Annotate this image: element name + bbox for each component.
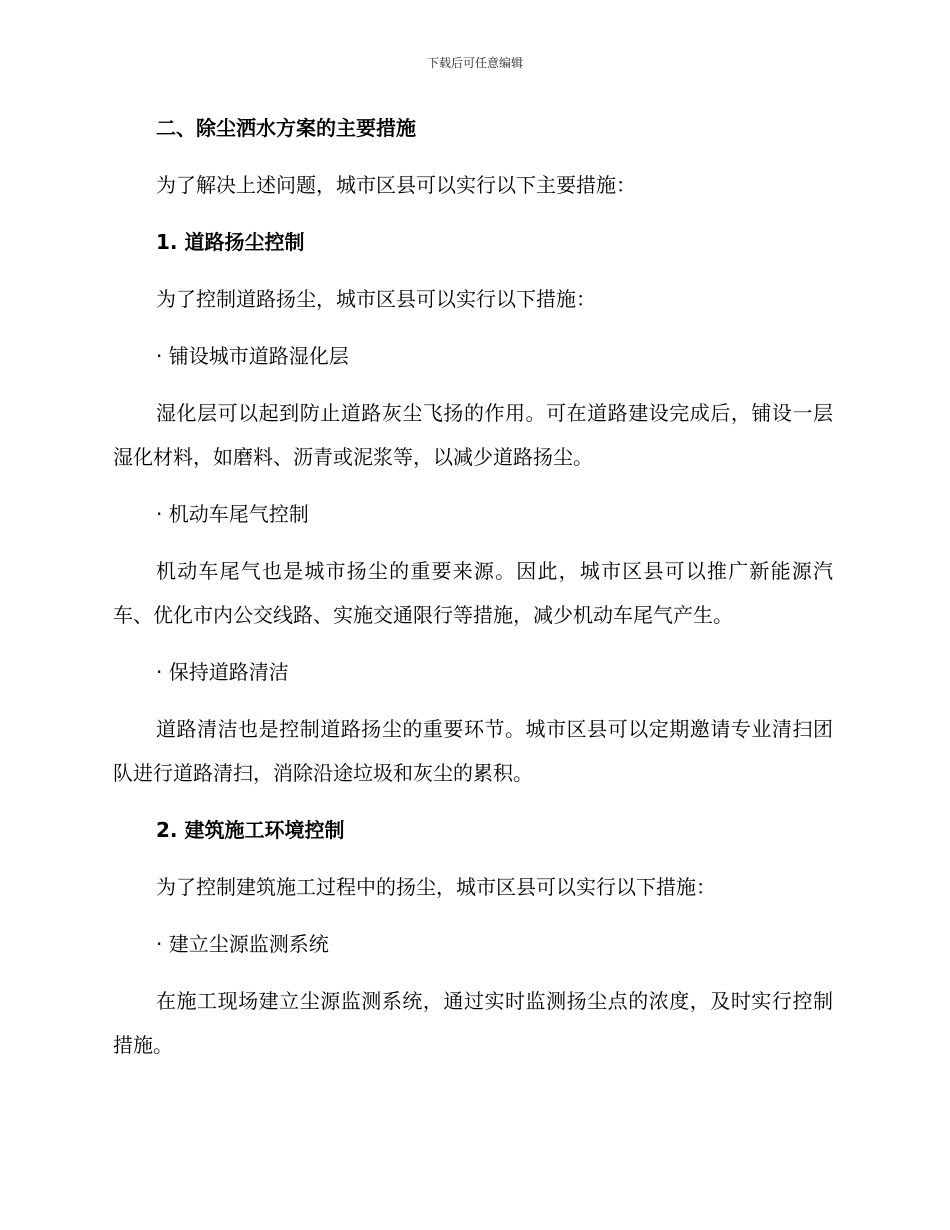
subsection-intro-road-dust: 为了控制道路扬尘，城市区县可以实行以下措施：	[156, 287, 596, 311]
bullet-item-vehicle-exhaust: · 机动车尾气控制	[156, 502, 309, 526]
document-body	[113, 106, 833, 1067]
paragraph-road-cleaning: 道路清洁也是控制道路扬尘的重要环节。城市区县可以定期邀请专业清扫团队进行道路清扫，消除沿途垃圾和灰尘的累积。	[113, 717, 833, 785]
paragraph-wetting-layer: 湿化层可以起到防止道路灰尘飞扬的作用。可在道路建设完成后，铺设一层湿化材料，如磨料、沥青或泥浆等，以减少道路扬尘。	[113, 401, 833, 469]
section-title: 二、除尘洒水方案的主要措施	[156, 116, 416, 140]
section-intro: 为了解决上述问题，城市区县可以实行以下主要措施：	[156, 173, 636, 197]
paragraph-dust-monitoring: 在施工现场建立尘源监测系统，通过实时监测扬尘点的浓度，及时实行控制措施。	[113, 989, 833, 1057]
paragraph-vehicle-exhaust: 机动车尾气也是城市扬尘的重要来源。因此，城市区县可以推广新能源汽车、优化市内公交线路、实施交通限行等措施，减少机动车尾气产生。	[113, 559, 833, 627]
bullet-item-dust-monitoring: · 建立尘源监测系统	[156, 932, 329, 956]
bullet-item-wetting-layer: · 铺设城市道路湿化层	[156, 344, 349, 368]
bullet-item-road-cleaning: · 保持道路清洁	[156, 660, 289, 684]
subsection-title-construction: 2. 建筑施工环境控制	[156, 818, 345, 842]
subsection-title-road-dust: 1. 道路扬尘控制	[156, 230, 305, 254]
page-header-note: 下载后可任意编辑	[426, 56, 523, 70]
subsection-intro-construction: 为了控制建筑施工过程中的扬尘，城市区县可以实行以下措施：	[156, 875, 716, 899]
